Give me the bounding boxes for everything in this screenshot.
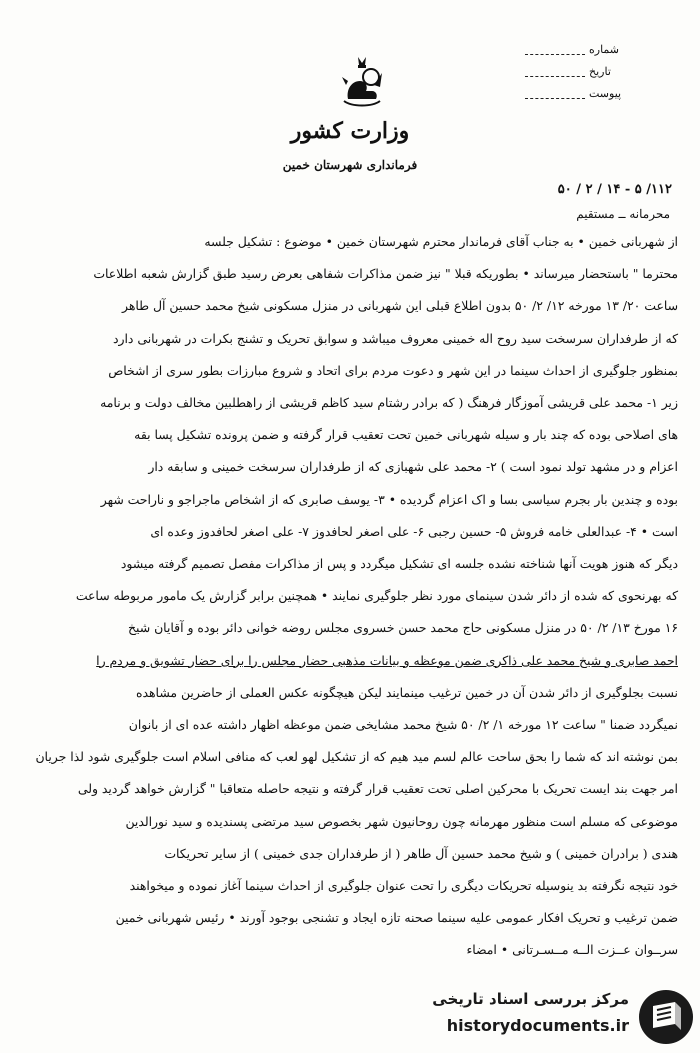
body-line: است • ۴- عبدالعلی خامه فروش ۵- حسین رجبی ۶- علی اصغر لحافدوز ۷- علی اصغر لحافدوز وعده ای bbox=[150, 523, 678, 539]
watermark-url: historydocuments.ir bbox=[446, 1016, 629, 1035]
lion-and-sun-emblem-icon bbox=[338, 55, 386, 110]
document-number: ۱۱۲/ ۵ - ۱۴ / ۲ / ۵۰ bbox=[557, 182, 672, 197]
body-line: از شهربانی خمین • به جناب آقای فرماندار محترم شهرستان خمین • موضوع : تشکیل جلسه bbox=[204, 234, 678, 249]
attachment-blank bbox=[525, 88, 585, 99]
body-line: هندی ( برادران خمینی ) و شیخ محمد حسین آل طاهر ( از طرفداران جدی خمینی ) از سایر تحریکات bbox=[164, 845, 678, 861]
body-line: موضوعی که مسلم است منظور مهرمانه چون روحانیون شهر بخصوص سید مرتضی پسندیده و سید نورالدین bbox=[125, 813, 678, 829]
body-line: که از طرفداران سرسخت سید روح اله خمینی معروف میباشد و سوابق تحریک و تشنج بکرات در شهربانی دارد bbox=[112, 330, 678, 346]
body-line: ساعت ۲۰/ ۱۳ مورخه ۱۲/ ۲/ ۵۰ بدون اطلاع قبلی این شهربانی در منزل مسکونی شیخ محمد حسین آل طاهر bbox=[122, 298, 678, 314]
date-blank bbox=[525, 66, 585, 77]
body-line: محترما " باستحضار میرساند • بطوریکه قبلا " نیز ضمن مذاکرات شفاهی بعرض رسید طبق گزارش شعبه اطلاعات bbox=[93, 266, 678, 282]
number-blank bbox=[525, 44, 585, 55]
body-line: زیر ۱- محمد علی قریشی آموزگار فرهنگ ( که برادر رشتام سید کاظم قریشی از راهطلبین مخالف دولت و برنامه bbox=[100, 395, 678, 411]
body-line: بوده و چندین بار بجرم سیاسی بسا و اک اعزام گردیده • ۳- یوسف صابری که از اشخاص ماجراجو و ناراحت شهر bbox=[100, 491, 678, 507]
body-line: اعزام و در مشهد تولد نمود است ) ۲- محمد علی شهبازی که از طرفداران سرسخت خمینی و سابقه دار bbox=[148, 459, 678, 475]
letter-body bbox=[28, 226, 678, 967]
body-line: بمنظور جلوگیری از احداث سینما در این شهر و دعوت مردم برای اتحاد و شروع مبارزات بطور سری از اشخاص bbox=[108, 362, 678, 378]
number-label: شماره bbox=[589, 42, 620, 56]
watermark-title: مرکز بررسی اسناد تاریخی bbox=[432, 990, 629, 1008]
attachment-field bbox=[525, 82, 645, 104]
body-line: ۱۶ مورخ ۱۳/ ۲/ ۵۰ در منزل مسکونی حاج محمد حسن خسروی مجلس روضه خوانی دائر بوده و آقایان شیخ bbox=[128, 620, 678, 636]
body-line: بمن نوشته اند که شما را بحق ساحت عالم لسم مید هیم که از تشکیل لهو لعب که منافی اسلام است جلوگیری شود لذا جریان bbox=[35, 749, 678, 765]
body-line: نسبت بجلوگیری از دائر شدن آن در خمین ترغیب مینمایند لیکن هیچگونه عکس العملی از حاضرین مشاهده bbox=[136, 684, 678, 700]
body-line: امر جهت بند ایست تحریک با محرکین اصلی تحت تعقیب قرار گرفته و نتیجه حاصله متعاقبا " گزارش خواهد گردید ولی bbox=[77, 781, 678, 797]
body-line: ضمن ترغیب و تحریک افکار عمومی علیه سینما صحنه تازه ایجاد و تشنجی بوجود آورند • رئیس شهربانی خمین bbox=[115, 910, 678, 926]
signature-line: سرــوان عــزت الــه مــسـرتانی • امضاء bbox=[466, 942, 678, 958]
ministry-title: وزارت کشور bbox=[290, 118, 410, 144]
number-field bbox=[525, 38, 645, 60]
body-line: نمیگردد ضمنا " ساعت ۱۲ مورخه ۱/ ۲/ ۵۰ شیخ محمد مشایخی ضمن موعظه اظهار داشته عده ای از بانوان bbox=[128, 717, 678, 733]
office-title: فرمانداری شهرستان خمین bbox=[282, 158, 418, 172]
body-line: که بهرنحوی که شده از دائر شدن سینمای مورد نظر جلوگیری نمایند • همچنین برابر گزارش یک مامور مربوطه ساعت bbox=[75, 588, 678, 604]
body-line: های اصلاحی بوده که چند بار و سیله شهربانی خمین تحت تعقیب قرار گرفته و ضمن پرونده تشکیل پسا بقه bbox=[134, 427, 678, 443]
body-line: دیگر که هنوز هویت آنها شناخته نشده جلسه ای تشکیل میگردد و پس از مذاکرات مفصل تصمیم گرفته میشود bbox=[120, 556, 678, 572]
date-label: تاریخ bbox=[589, 64, 611, 78]
attachment-label: پیوست bbox=[589, 86, 622, 100]
archive-logo-icon bbox=[637, 988, 695, 1046]
classification: محرمانه ــ مستقیم bbox=[576, 207, 670, 221]
document-meta-fields bbox=[525, 38, 645, 104]
date-field bbox=[525, 60, 645, 82]
body-line: خود نتیجه نگرفته بد ینوسیله تحریکات دیگری را تحت عنوان جلوگیری از احداث سینما آغاز نموده و میخواهند bbox=[129, 878, 678, 894]
body-line: احمد صابری و شیخ محمد علی ذاکری ضمن موعظه و بیانات مذهبی حضار مجلس را برای حضار تشویق و مردم را bbox=[96, 652, 678, 668]
watermark bbox=[410, 984, 695, 1046]
